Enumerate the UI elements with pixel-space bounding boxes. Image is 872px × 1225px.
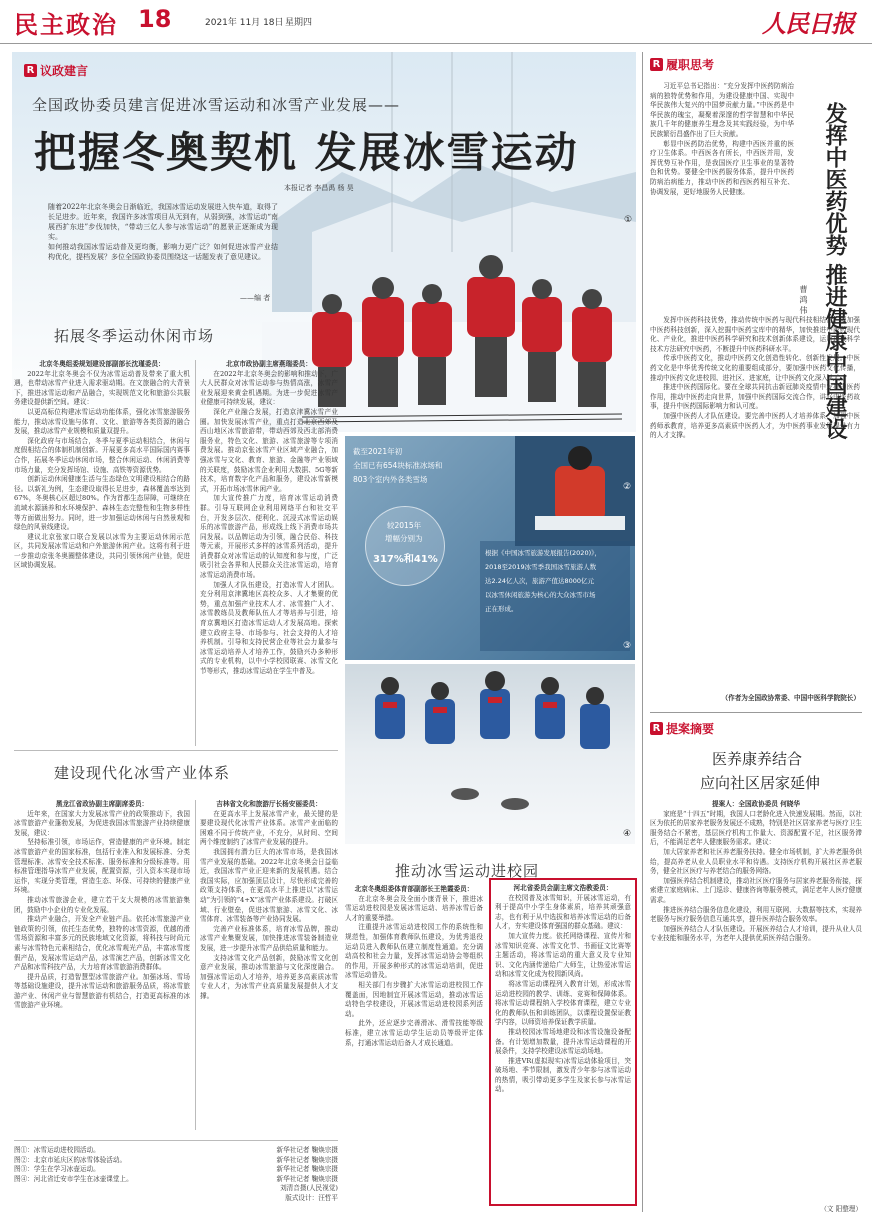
right-author: 曹 鸿 伟: [799, 285, 808, 315]
right-p1: 习近平总书记指出：“充分发挥中医药防病治病的独特优势和作用，为建设健康中国、实现中华民族伟大复兴的中国梦贡献力量。”中医药是中华民族的瑰宝，凝聚着深邃的哲学智慧和中华民族几千年的健康养生理念及其实践经验，为中华民族繁衍昌盛作出了巨大贡献。: [650, 82, 794, 138]
section3-col1: [345, 885, 483, 1205]
section3-col1-p1: 在北京冬奥会及全面小康背景下，推进冰雪运动进校园是发展冰雪运动、培养冰雪后备人才的重要举措。: [345, 894, 483, 922]
photo-number-2: ②: [623, 482, 632, 492]
col-divider: [195, 800, 196, 1130]
feature-lead-sign: ——编 者: [240, 294, 271, 302]
right-p2: 彰显中医药防治优势，构建中西医并重的医疗卫生体系。中西医各有所长，中西医并用，发挥优势互补作用，是我国医疗卫生事业的显著特色和优势。要健全中医药服务体系，提升中医药防病治病能力，推动中医药和西医药相互补充、协调发展，更好地服务人民健康。: [650, 139, 794, 196]
caption-2: 图②：北京市延庆区的冰雪体验活动。: [14, 1155, 127, 1164]
newspaper-logo: 人民日报: [762, 9, 854, 38]
section1-col1-p5: 建议北京张家口联合发展以冰雪为主要运动休闲示范区，共同发展冰雪运动和户外旅游休闲产业。这将有利于进一步推动京张冬奥圈整体建设，共同引领休闲产业链，促进区域协调发展。: [14, 532, 190, 570]
stat-line-7: 根据《中国冰雪旅游发展报告(2020)》，: [485, 549, 601, 557]
right2-title1: 医养康养结合: [712, 750, 803, 768]
issue-date: 2021年 11月 18日: [205, 18, 284, 28]
caption-3: 图③：学生在学习冰壶运动。: [14, 1165, 100, 1174]
captions: [14, 1146, 338, 1216]
section2-col2-p4: 支持冰雪文化产品创新，鼓励冰雪文化创意产业发展，推动冰雪旅游与文化深度融合。加强冰雪运动人才培养，培养更多高素质冰雪专业人才，为冰雪产业高质量发展提供人才支撑。: [200, 953, 338, 1000]
photo-number-1: ①: [624, 215, 633, 225]
right-body-continued: [650, 316, 860, 692]
stat-line-11: 正在形成。: [485, 605, 518, 613]
stat-line-8: 2018至2019冰雪季我国冰雪旅游人数: [485, 563, 597, 571]
caption-row: [14, 1175, 338, 1185]
photo-number-3: ③: [623, 641, 632, 651]
right2-body: [650, 800, 862, 1198]
section2-col1-p3: 推动冰雪旅游企业，建立若干支大规模的冰雪旅游集团，鼓励中小企业的专业化发展。: [14, 895, 190, 914]
section2-col1: [14, 800, 190, 1130]
section1-col2-p1: 在2022年北京冬奥会的影响和推动下，广大人民群众对冰雪运动参与热情高涨，冰雪产业发展迎来黄金机遇期。为进一步促进冰雪产业健康可持续发展，建议：: [200, 369, 338, 407]
students-curling: [345, 664, 635, 844]
section3-col2-p1: 在校园普及冰雪知识，开展冰雪运动，有利于提高中小学生身体素质，培养其顽强意志，也有利于从中选拔和培养冰雪运动的后备人才，夯实建设体育强国的群众基础。建议：: [495, 893, 631, 931]
section3-col1-p3: 相关部门有步骤扩大冰雪运动进校园工作覆盖面，因地制宜开展冰雪运动，推动冰雪运动特色学校建设，开展冰雪运动进校园系列活动。: [345, 980, 483, 1018]
right2-p2: 加大居家养老和社区养老服务扶持。健全市场机制，扩大养老服务供给，提高养老从业人员职业水平和待遇。支持医疗机构开展社区养老服务，健全社区医疗与养老结合的服务网络。: [650, 847, 862, 876]
section1-col1: [14, 360, 190, 746]
section2-col1-p1: 近年来，在国家大力发展冰雪产业的政策推动下，我国冰雪旅游产业蓬勃发展，为促进我国冰雪旅游产业持续健康发展，建议：: [14, 809, 190, 837]
right-p5: 推进中医药国际化。要在全球共同抗击新冠肺炎疫情中发挥中医药作用，推动中医药走向世界，加强中医药国际交流合作，讲好中医药故事，提升中医药国际影响力和认可度。: [650, 383, 860, 411]
issue-weekday: 星期四: [285, 18, 313, 28]
section2-col1-p2: 坚持标准引领，市场运作，营造健康的产业环境。制定冰雪旅游产业的国家标准，包括行业准入和发展标准、分类管理标准、冰雪安全技术标准、服务标准和分级标准等。用标准管理指导冰雪产业发展，配置资源，引入资本实现市场运作，实现分类管理，营造生态、环保、可持续的健康产业环境。: [14, 838, 190, 895]
stat-line-1: 截至2021年初: [353, 447, 403, 456]
skiers-photo: [292, 242, 632, 432]
masthead: [0, 0, 872, 44]
section1-col2: [200, 360, 338, 746]
right2-title2: 应向社区居家延伸: [700, 774, 821, 792]
feature-title: 把握冬奥契机 发展冰雪运动: [34, 128, 579, 177]
caption-row: [14, 1156, 338, 1166]
stat-badge: [365, 506, 445, 586]
section2-top-rule: [14, 750, 338, 751]
curling-photo: [345, 664, 635, 844]
section1-col1-p2: 以更高标位构建冰雪运动功能体系，强化冰雪旅游服务能力，推动冰雪设施与体育、文化、旅游等各类资源的融合发展，推动冰雪产业规模和质量双提升。: [14, 407, 190, 436]
section2-heading: 建设现代化冰雪产业体系: [54, 764, 231, 782]
col-divider: [195, 360, 196, 746]
caption-4: 图④：河北省迁安市学生在冰壶课堂上。: [14, 1174, 133, 1183]
right2-p1: 家庭是“十四五”时期，我国人口老龄化进入快速发展期。然而，以社区为依托的居家养老服务发展还不成熟，特别是社区居家养老与医疗卫生服务结合不紧密，基层医疗机构工作量大、资源配置不足，社区服务滞后，不能满足老年人健康服务需求。建议：: [650, 809, 862, 847]
section3-col1-p4: 此外，还应逐步完善滑冰、滑雪技能等级标准，建立冰雪运动学生运动员等级评定体系，打通冰雪运动后备人才成长通道。: [345, 1019, 483, 1047]
right2-p4: 推进医养结合服务信息化建设，利用互联网、大数据等技术，实现养老服务与医疗服务信息互通共享，提升医养结合服务效率。: [650, 905, 862, 924]
section1-col1-p3: 深化政府与市场结合，冬季与夏季运动相结合，休闲与度假相结合的体制机制创新。开展更多高水平国际国内赛事合作，拓展冬季运动休闲市场，整合休闲运动、休闲消费等市场力量，充分发挥场馆、设施、高铁等资源优势。: [14, 436, 190, 474]
section1-col1-p4: 创新运动休闲健康生活与生态绿色文明建设相结合的路径。以新礼为例，生态建设取得长足进步，森林覆盖率达到67%，冬奥核心区超过80%。作为首都生态屏障，可继续在流域水源涵养和水环境保护、森林生态完整性和生物多样性等方面做出努力。同时，进一步加强运动休闲与自然景观和绿色的风景线建设。: [14, 475, 190, 532]
right-p3: 发挥中医药科技优势，推动传统中医药与现代科技相结合。要加强中医药科技创新，深入挖掘中医药宝库中的精华，加快推进中医药现代化、产业化，推进中医药科学研究和技术创新体系建设，运用现代科学技术方法研究中医药，不断提升中医药科研水平。: [650, 316, 860, 353]
skater-photo: [515, 436, 635, 546]
right-title: 发挥中医药优势 推进健康中国建设: [822, 102, 847, 440]
stats-photo-block: [345, 436, 635, 660]
photo-number-4: ④: [623, 829, 632, 839]
kicker-badge-icon: R: [24, 64, 37, 77]
section3-col1-speaker: 北京冬奥组委体育部副部长王艳霞委员：: [354, 885, 474, 893]
right2-kicker: R 提案摘要: [650, 718, 714, 737]
right2-proposer: 提案人：全国政协委员 何晓华: [711, 800, 800, 808]
editor-line: 刘清音摄(人民视觉): [280, 1184, 338, 1193]
section3-col2-speaker: 河北省委员会副主席文浩教委员：: [513, 884, 613, 892]
credit-1: 新华社记者 鞠焕宗摄: [276, 1146, 338, 1154]
credit-4: 新华社记者 鞠焕宗摄: [276, 1174, 338, 1183]
section2-col2-p3: 完善产业标准体系，培育冰雪品牌，推动冰雪产业集聚发展，加快推进冰雪装备制造业发展，进一步提升冰雪产品供给质量和能力。: [200, 924, 338, 952]
kicker-badge-icon: R: [650, 722, 663, 735]
section1-col1-p1: 2022年北京冬奥会不仅为冰雪运动普及带来了重大机遇，也带动冰雪产业进入需求驱动期。在文旅融合的大背景下，推进冰雪运动和产品融合，实现规范文化和旅游公共服务建设提供新空间。建议：: [14, 369, 190, 407]
stat-line-4: 较2015年: [387, 521, 422, 530]
credit-2: 新华社记者 鞠焕宗摄: [276, 1155, 338, 1164]
caption-1: 图①：冰雪运动进校园活动。: [14, 1146, 100, 1154]
section2-col2-p1: 在更高水平上发展冰雪产业，最关键的是要建设现代化冰雪产业体系。冰雪产业面临的困难不同于传统产业，不充分，从时间、空间两个维度制约了冰雪产业发展的提升。: [200, 809, 338, 847]
section-name: 民主政治: [14, 11, 118, 39]
caption-row: [14, 1165, 338, 1175]
section1-col2-speaker: 北京市政协副主席燕瑞委员：: [226, 360, 312, 368]
section2-col2-speaker: 吉林省文化和旅游厅长杨安丽委员：: [216, 800, 322, 808]
section1-heading: 拓展冬季运动休闲市场: [54, 327, 215, 345]
page-number: 18: [138, 5, 172, 33]
stat-line-2: 全国已有654块标准冰场和: [353, 461, 443, 470]
section3-heading: 推动冰雪运动进校园: [395, 862, 540, 880]
stat-line-5: 增幅分别为: [385, 534, 423, 543]
right2-p5: 加强医养结合人才队伍建设。开展医养结合人才培训，提升从业人员专业技能和服务水平，为老年人提供优质医养结合服务。: [650, 924, 862, 943]
editor-line: 版式设计：汪哲平: [285, 1193, 338, 1202]
stat-line-9: 达2.24亿人次，旅游产值达8000亿元: [485, 577, 595, 585]
section3-col2-p4: 推动校园冰雪场地建设和冰雪设施设备配备。有计划增加数量，提升冰雪运动课程的开展条件，支持学校建设冰雪运动场地。: [495, 1027, 631, 1056]
feature-byline: 本报记者 李昌禹 杨 昊: [284, 184, 354, 192]
right-p4: 传承中医药文化，推动中医药文化创造性转化、创新性发展。中医药文化是中华优秀传统文化的重要组成部分，要加强中医药文化传播，推动中医药文化进校园、进社区、进家庭，让中医药文化深入人心。: [650, 354, 860, 382]
section2-col1-speaker: 黑龙江省政协副主席副席委员：: [55, 800, 149, 808]
feature-lead: 随着2022年北京冬奥会日渐临近，我国冰雪运动发展进入快车道，取得了长足进步。近年来，我国许多冰雪项目从无到有，从弱到强，冰雪运动“南展西扩东进”步伐加快，“带动三亿人参与冰雪运动”的愿景正逐渐成为现实。 如何推动我国冰雪运动普及更均衡，影响力更广泛？如何促进冰雪产业结构优化，提档发展？多位全国政协委员围绕这一话题发表了意见建议。: [48, 203, 278, 261]
feature-kicker: R 议政建言: [24, 60, 88, 79]
section3-col1-p2: 注重提升冰雪运动进校园工作的系统性和规范性，加强体育教师队伍建设，为优秀退役运动员进入教师队伍建立制度性通道。充分调动高校和社会力量，发挥冰雪运动协会等组织的作用，开展多种形式的冰雪运动培训，促进冰雪运动普及。: [345, 923, 483, 980]
right2-sign: （文 阳整理）: [820, 1205, 862, 1213]
section3-col2-p5: 推进VR(虚拟现实)冰雪运动体验项目，突破场地、季节限制，激发青少年参与冰雪运动的热情，吸引带动更多学生及家长参与冰雪运动。: [495, 1056, 631, 1094]
section2-col2: [200, 800, 338, 1130]
section1-col2-p3: 加大宣传推广力度，培育冰雪运动消费群。引导互联网企业利用网络平台和社交平台，开发多层次、便利化、沉浸式冰雪运动娱乐的冰雪旅游产品，形成线上线下消费市场共同发展。以品牌运动为引领，融合民俗、科技等元素，开展形式多样的冰雪系列活动，提升消费群众对冰雪运动的认知度和参与度，广泛吸引社会各界和人民群众关注冰雪运动，培育冰雪运动消费市场。: [200, 494, 338, 580]
section1-col1-speaker: 北京冬奥组委规划建设部副部长沈瑾委员：: [39, 360, 165, 368]
right2-p3: 加强医养结合机制建设，推动社区医疗服务与居家养老服务衔接，探索建立家庭病床、上门巡诊、健康咨询等服务模式，满足老年人医疗健康需求。: [650, 876, 862, 904]
section2-col1-p5: 提升品质，打造智慧型冰雪旅游产业。加强冰场、雪场等基础设施建设，提升冰雪运动和旅游服务品质，将冰雪旅游产业、休闲产业与智慧旅游有机结合，打造更高标准的冰雪旅游产业环境。: [14, 972, 190, 1010]
page-divider: [642, 52, 643, 1212]
section3-col2-p3: 将冰雪运动课程列入教育计划，形成冰雪运动进校园的教学、训练、竞赛和保障体系。将冰雪运动课程纳入学校体育课程，建立专业化的教师队伍和训练团队，以课程设置保证教学内容，以师资培养保证教学质量。: [495, 979, 631, 1027]
right2-rule: [650, 712, 862, 713]
kicker-badge-icon: R: [650, 58, 663, 71]
credit-3: 新华社记者 鞠焕宗摄: [276, 1165, 338, 1174]
section3-col2-box: [489, 878, 637, 1206]
feature-subtitle: 全国政协委员建言促进冰雪运动和冰雪产业发展——: [32, 96, 401, 114]
section3-col2-p2: 加大宣传力度。依托网络课程、宣传片和冰雪知识竞赛、冰雪文化节、书画征文比赛等主题活动，将冰雪运动的重大意义及专业知识、文化内涵传递给广大师生，让热爱冰雪运动和冰雪文化成为校园新风尚。: [495, 931, 631, 979]
stat-line-10: 以冰雪休闲旅游为核心的大众冰雪市场: [485, 591, 596, 599]
stat-line-6: 317%和41%: [373, 554, 438, 565]
section2-col1-p4: 推动产业融合，开发全产业链产品。依托冰雪旅游产业链政策的引领，依托生态优势，独特的冰雪资源，优越的滑雪场资源和丰富多元的民族地域文化资源，将科技与时尚元素与冰雪特色元素相结合，优化冰雪观光产品，丰富冰雪度假产品，发展冰雪运动产品，冰雪演艺产品，创新冰雪文化产品和冰雪科技产品，大力培育冰雪旅游消费群体。: [14, 915, 190, 972]
section1-col2-p2: 深化产业融合发展，打造京津冀冰雪产业圈。加快发展冰雪产业，重点打造北京西郊及西山地区冰雪旅游带，带动西郊及西北部消费服务业，特色文化、旅游、冰雪旅游等专项消费发展。推动京张冰雪产业区域产业融合，加强冰雪与文化、教育、旅游、金融等产业领域的关联度，鼓励冰雪企业利用大数据、5G等新技术，培育数字化产品和服务，建设冰雪新模式，开拓市场冰雪休闲产业。: [200, 407, 338, 493]
section1-col2-p4: 加强人才队伍建设，打造冰雪人才团队。充分利用京津冀地区高校众多、人才集聚的优势，重点加强产业技术人才、冰雪推广人才、冰雪教练员及教师队伍人才等培养与引进，培育京冀地区打造冰雪运动人才发展高地。探索建立政府主导、市场参与、社会支持的人才培养机制。引导和支持民营企业等社会力量参与冰雪运动培养人才培养工作，鼓励兴办多种形式的专业机构，以中小学校园联赛、冰雪文化节等形式，推动冰雪运动在学生中普及。: [200, 580, 338, 675]
right-sign: （作者为全国政协常委、中国中医科学院院长）: [721, 694, 860, 702]
right-p6: 加强中医药人才队伍建设。要完善中医药人才培养体系，加强中医药师承教育，培养更多高素质中医药人才，为中医药事业发展提供有力的人才支撑。: [650, 411, 860, 440]
section2-col2-p2: 我国拥有潜力巨大的冰雪市场，是我国冰雪产业发展的基础。2022年北京冬奥会日益临近，我国冰雪产业正迎来新的发展机遇。结合我国实际，应加强顶层设计，尽快形成完善的政策支持体系，在更高水平上推进以“冰雪运动”为引领的“4+X”冰雪产业体系建设。打破区域、行业壁垒，促进冰雪旅游、冰雪文化、冰雪体育、冰雪装备等产业协同发展。: [200, 847, 338, 924]
stat-line-3: 803个室内外各类雪场: [353, 475, 428, 484]
right-body: [650, 82, 794, 312]
caption-row: [14, 1146, 338, 1156]
captions-rule: [14, 1140, 338, 1141]
right-kicker: R 履职思考: [650, 54, 714, 73]
